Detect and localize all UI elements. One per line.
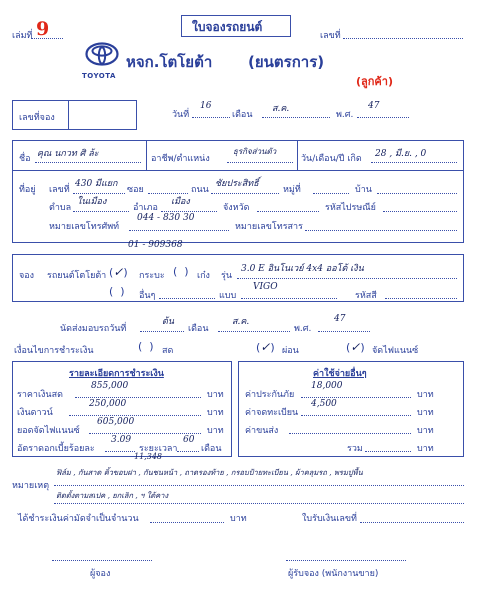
dob-label: วัน/เดือน/ปี เกิด [301, 154, 362, 164]
type-label: แบบ [219, 291, 237, 301]
total-label: รวม [347, 444, 363, 454]
remarks-line2: ติดตั้งตามสเปค , ยกเลิก , ฯ ใต้คาง [56, 491, 169, 500]
finance-amount-unit: บาท [207, 426, 224, 436]
period-label: ระยะเวลา [139, 444, 178, 454]
dob-line [371, 162, 457, 163]
date-month-line [262, 117, 330, 118]
booking-divider [68, 101, 69, 129]
sedan-checkbox[interactable]: ( ) [173, 265, 189, 278]
district-line [161, 211, 217, 212]
customer-row-divider [13, 170, 463, 171]
remarks-label: หมายเหตุ [12, 481, 50, 491]
form-title-box [181, 15, 291, 37]
payment-detail-title: รายละเอียดการชำระเงิน [69, 369, 164, 379]
province-line [257, 211, 319, 212]
booking-no-box [12, 100, 137, 130]
booker-label: ผู้จอง [90, 569, 111, 579]
form-title: ใบจองรถยนต์ [192, 20, 263, 34]
month-label: เดือน [232, 110, 253, 120]
date-month: ส.ค. [272, 104, 290, 114]
company-name: หจก.โตโยต้า [126, 53, 213, 71]
delivery-year-label: พ.ศ. [294, 324, 312, 334]
customer-col1 [146, 141, 147, 170]
installment-check-mark: ✓ [260, 340, 271, 354]
province-label: จังหวัด [223, 203, 250, 213]
finance-amount-label: ยอดจัดไฟแนนซ์ [17, 426, 80, 436]
district-value: เมือง [171, 197, 190, 207]
code-line [385, 298, 457, 299]
toyota-logo [85, 42, 119, 68]
delivery-fee-unit: บาท [417, 426, 434, 436]
customer-box [12, 140, 464, 243]
insurance-label: ค่าประกันภัย [245, 390, 295, 400]
down-label: เงินดาวน์ [17, 408, 53, 418]
delivery-year-line [318, 331, 370, 332]
installment-checkbox[interactable]: (✓) [256, 340, 275, 354]
expenses-title: ค่าใช้จ่ายอื่นๆ [313, 369, 367, 379]
deposit-label: ได้ชำระเงินค่ามัดจำเป็นจำนวน [18, 514, 139, 524]
house-no-value: 430 มีแยก [75, 179, 118, 189]
customer-col2 [297, 141, 298, 170]
model-label: รุ่น [221, 271, 232, 281]
copy-label: (ลูกค้า) [356, 75, 393, 88]
model-line [237, 278, 457, 279]
delivery-month-label: เดือน [188, 324, 209, 334]
delivery-month: ส.ค. [232, 317, 250, 327]
subdistrict-value: ในเมือง [77, 197, 107, 207]
total-unit: บาท [417, 444, 434, 454]
moo-line [313, 193, 349, 194]
down-unit: บาท [207, 408, 224, 418]
phone-value: 044 - 830 30 [137, 213, 195, 223]
no-line [343, 38, 463, 39]
subdistrict-line [73, 211, 129, 212]
reserve-label: จอง [19, 271, 35, 281]
vehicle-box [12, 254, 464, 302]
finance-label: จัดไฟแนนซ์ [372, 346, 419, 356]
logo-text: TOYOTA [82, 72, 116, 80]
occupation-line [227, 162, 293, 163]
year-label: พ.ศ. [336, 110, 354, 120]
price-unit: บาท [207, 390, 224, 400]
cash-checkbox[interactable]: ( ) [138, 340, 154, 353]
period-unit: เดือน [201, 444, 222, 454]
soi-label: ซอย [127, 185, 144, 195]
fax-label: หมายเลขโทรสาร [235, 222, 303, 232]
insurance-value: 18,000 [311, 381, 343, 391]
receiver-label: ผู้รับจอง (พนักงานขาย) [288, 569, 379, 579]
customer-name: คุณ นกวท ศิ ล้ะ [37, 149, 99, 159]
insurance-unit: บาท [417, 390, 434, 400]
model-value: 3.0 E อินโนเวย์ 4x4 ออโต้ เงิน [241, 264, 364, 274]
expenses-box [238, 361, 464, 457]
registration-label: ค่าจดทะเบียน [245, 408, 299, 418]
pickup-label: กระบะ [139, 271, 165, 281]
fax-line [305, 230, 457, 231]
interest-value: 3.09 [111, 435, 132, 445]
book-no-value: 9 [36, 18, 50, 40]
remarks-line2-rule [54, 503, 464, 504]
village-line [377, 193, 457, 194]
total-line [365, 451, 411, 452]
interest-label: อัตราดอกเบี้ยร้อยละ [17, 444, 95, 454]
deposit-line [150, 522, 224, 523]
date-day-line [192, 117, 230, 118]
village-label: บ้าน [355, 185, 372, 195]
house-no-label: เลขที่ [49, 185, 70, 195]
road-value: ชัยประสิทธิ์ [215, 179, 259, 189]
booking-no-label: เลขที่จอง [19, 113, 55, 123]
date-year: 47 [368, 101, 380, 111]
price-label: ราคาเงินสด [17, 390, 63, 400]
pickup-checkbox[interactable]: (✓) [109, 265, 128, 279]
registration-line [301, 415, 411, 416]
district-label: อำเภอ [133, 203, 158, 213]
postcode-label: รหัสไปรษณีย์ [325, 203, 376, 213]
deposit-unit: บาท [230, 514, 247, 524]
receipt-line [360, 522, 464, 523]
occupation-value: ธุรกิจส่วนตัว [233, 147, 277, 156]
payment-detail-box [12, 361, 232, 457]
delivery-day-line [140, 331, 184, 332]
receipt-label: ใบรับเงินเลขที่ [302, 514, 357, 524]
remarks-line1-wrap [56, 467, 464, 481]
no-label: เลขที่ [320, 31, 341, 41]
branch-name: (ยนตรการ) [248, 53, 325, 71]
occupation-label: อาชีพ/ตำแหน่ง [151, 154, 210, 164]
toyota-emblem-icon [85, 42, 119, 66]
installment-label: ผ่อน [282, 346, 299, 356]
address-label: ที่อยู่ [19, 185, 36, 195]
remarks-line1-rule [54, 485, 464, 486]
type-value: VIGO [253, 282, 278, 292]
other-label: อื่นๆ [139, 291, 156, 301]
postcode-line [383, 211, 457, 212]
finance-check-mark: ✓ [350, 340, 361, 354]
payment-terms-label: เงื่อนไขการชำระเงิน [14, 346, 94, 356]
monthly-installment: 11,348 [134, 452, 162, 461]
name-line [35, 162, 141, 163]
registration-unit: บาท [417, 408, 434, 418]
dob-value: 28 , มี.ย. , 0 [375, 149, 427, 159]
date-label: วันที่ [172, 110, 190, 120]
moo-label: หมู่ที่ [283, 185, 301, 195]
down-line [69, 415, 201, 416]
phone-label: หมายเลขโทรศัพท์ [49, 222, 120, 232]
receiver-sign-line [286, 560, 406, 561]
mobile-value: 01 - 909368 [128, 240, 183, 250]
book-no-label: เล่มที่ [12, 31, 33, 41]
date-day: 16 [200, 101, 212, 111]
price-value: 855,000 [91, 381, 129, 391]
date-year-line [357, 117, 409, 118]
delivery-year: 47 [334, 314, 346, 324]
delivery-fee-label: ค่าขนส่ง [245, 426, 279, 436]
delivery-label: นัดส่งมอบรถวันที่ [60, 324, 127, 334]
road-line [211, 193, 279, 194]
insurance-line [301, 397, 411, 398]
down-value: 250,000 [89, 399, 127, 409]
delivery-month-line [218, 331, 290, 332]
period-value: 60 [183, 435, 195, 445]
registration-value: 4,500 [311, 399, 337, 409]
type-line [241, 298, 337, 299]
period-line [177, 451, 199, 452]
sedan-label: เก๋ง [197, 271, 210, 281]
interest-line [105, 451, 135, 452]
booker-sign-line [52, 560, 152, 561]
road-label: ถนน [191, 185, 209, 195]
phone-line [129, 230, 229, 231]
other-checkbox[interactable]: ( ) [109, 285, 125, 298]
other-line [159, 298, 215, 299]
price-line [75, 397, 201, 398]
code-label: รหัสสี [355, 291, 377, 301]
finance-amount-value: 605,000 [97, 417, 135, 427]
remarks-line1: ฟิล์ม , กันสาด คิ้วขอบฝา , กันชนหน้า , ถาดรองท้าย , กรอบป้ายทะเบียน , ผ้าคลุมรถ , พรมปูพื้น [56, 468, 363, 477]
delivery-day: ต้น [162, 317, 174, 327]
delivery-fee-line [289, 433, 411, 434]
pickup-check-mark: ✓ [113, 265, 124, 279]
name-label: ชื่อ [19, 154, 31, 164]
book-no-line [31, 38, 63, 39]
subdistrict-label: ตำบล [49, 203, 72, 213]
finance-checkbox[interactable]: (✓) [346, 340, 365, 354]
car-label: รถยนต์โตโยต้า [47, 271, 107, 281]
cash-label: สด [162, 346, 174, 356]
finance-amount-line [89, 433, 201, 434]
